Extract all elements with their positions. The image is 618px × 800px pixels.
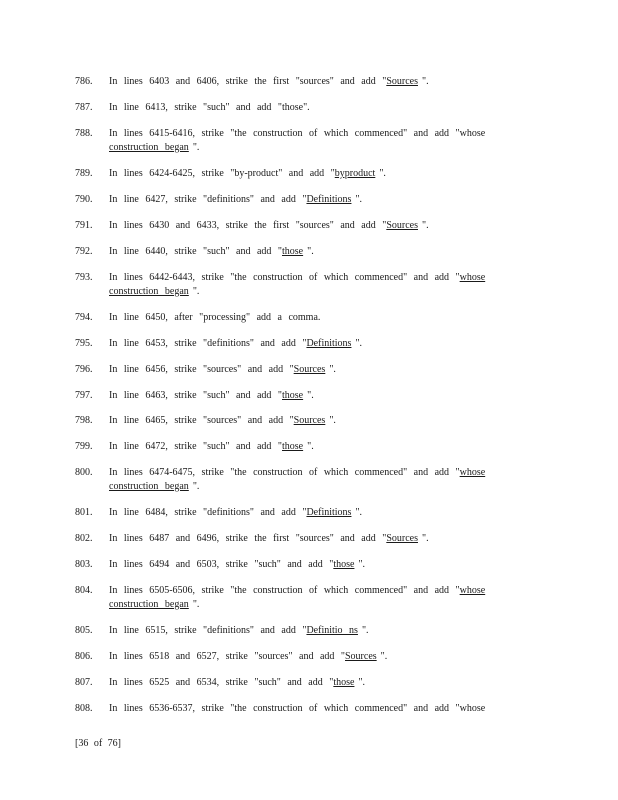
- item-number: 798.: [75, 415, 93, 426]
- item-text-line: [109, 193, 509, 207]
- instruction-text: ".: [355, 338, 363, 349]
- instruction-text: ".: [307, 441, 314, 452]
- item-number: 793.: [75, 272, 93, 283]
- item-text: [109, 702, 509, 716]
- instruction-text: In lines 6474-6475, strike "the construction of which commenced" and add ": [109, 467, 460, 478]
- inserted-text: byproduct: [334, 168, 376, 179]
- item-number: 786.: [75, 76, 93, 87]
- item-text: [109, 219, 509, 233]
- instruction-text: In line 6465, strike "sources" and add ": [109, 415, 294, 426]
- instruction-text: ".: [355, 507, 363, 518]
- item-text-line: [109, 337, 509, 351]
- item-text-line: [109, 363, 509, 377]
- instruction-text: ".: [307, 390, 314, 401]
- instruction-text: In lines 6505-6506, strike "the construction of which commenced" and add ": [109, 585, 460, 596]
- item-number: 803.: [75, 559, 93, 570]
- instruction-text: In line 6463, strike "such" and add ": [109, 390, 282, 401]
- instruction-text: In lines 6424-6425, strike "by-product" and add ": [109, 168, 335, 179]
- page-number: [36 of 76]: [75, 738, 121, 749]
- item-text-line: [109, 101, 509, 115]
- item-text: [109, 532, 509, 546]
- instruction-text: ".: [355, 194, 363, 205]
- inserted-text: those: [282, 246, 304, 257]
- inserted-text: whose: [459, 467, 486, 478]
- item-text: [109, 337, 509, 351]
- inserted-text: Sources: [345, 651, 377, 662]
- inserted-text: Sources: [293, 415, 326, 426]
- instruction-text: In lines 6518 and 6527, strike "sources" and add ": [109, 651, 345, 662]
- item-text: [109, 389, 509, 403]
- instruction-text: ".: [421, 533, 429, 544]
- instruction-text: In lines 6536-6537, strike "the construction of which commenced" and add "whose: [109, 703, 486, 714]
- instruction-text: In lines 6525 and 6534, strike "such" and add ": [109, 677, 334, 688]
- item-text: [109, 414, 509, 428]
- inserted-text: Definitio ns: [306, 625, 358, 636]
- instruction-text: ".: [421, 220, 429, 231]
- item-text: [109, 440, 509, 454]
- item-text-line: [109, 584, 509, 598]
- item-number: 792.: [75, 246, 93, 257]
- instruction-text: In line 6413, strike "such" and add "those".: [109, 102, 310, 113]
- instruction-text: In line 6440, strike "such" and add ": [109, 246, 282, 257]
- item-text-line: [109, 285, 509, 299]
- instruction-text: ".: [192, 599, 200, 610]
- instruction-text: ".: [329, 364, 336, 375]
- item-text-line: [109, 141, 509, 155]
- item-text: [109, 193, 509, 207]
- item-number: 790.: [75, 194, 93, 205]
- instruction-text: In lines 6415-6416, strike "the construction of which commenced" and add "whose: [109, 128, 486, 139]
- item-text: [109, 245, 509, 259]
- item-text-line: [109, 506, 509, 520]
- inserted-text: Definitions: [306, 507, 352, 518]
- item-text-line: [109, 624, 509, 638]
- inserted-text: whose: [459, 272, 486, 283]
- item-number: 800.: [75, 467, 93, 478]
- item-text: [109, 127, 509, 155]
- item-text: [109, 311, 509, 325]
- inserted-text: construction began: [109, 286, 189, 297]
- instruction-text: In line 6427, strike "definitions" and add ": [109, 194, 307, 205]
- instruction-text: ".: [192, 286, 200, 297]
- item-text-line: [109, 414, 509, 428]
- item-number: 795.: [75, 338, 93, 349]
- inserted-text: those: [282, 390, 304, 401]
- item-text-line: [109, 676, 509, 690]
- item-number: 804.: [75, 585, 93, 596]
- item-number: 788.: [75, 128, 93, 139]
- instruction-text: In line 6456, strike "sources" and add ": [109, 364, 294, 375]
- item-number: 789.: [75, 168, 93, 179]
- instruction-text: In line 6450, after "processing" add a comma.: [109, 312, 321, 323]
- item-text: [109, 363, 509, 377]
- item-text-line: [109, 167, 509, 181]
- inserted-text: Sources: [293, 364, 326, 375]
- instruction-text: ".: [307, 246, 314, 257]
- item-text-line: [109, 702, 509, 716]
- item-number: 787.: [75, 102, 93, 113]
- inserted-text: Sources: [386, 220, 418, 231]
- instruction-text: In line 6515, strike "definitions" and add ": [109, 625, 307, 636]
- inserted-text: whose: [459, 585, 486, 596]
- item-text: [109, 75, 509, 89]
- instruction-text: In lines 6494 and 6503, strike "such" and add ": [109, 559, 334, 570]
- item-text-line: [109, 75, 509, 89]
- inserted-text: construction began: [109, 481, 189, 492]
- item-text: [109, 167, 509, 181]
- instruction-text: In lines 6403 and 6406, strike the first "sources" and add ": [109, 76, 387, 87]
- item-number: 808.: [75, 703, 93, 714]
- instruction-text: ".: [379, 168, 386, 179]
- item-text-line: [109, 598, 509, 612]
- item-text: [109, 558, 509, 572]
- item-number: 796.: [75, 364, 93, 375]
- item-number: 797.: [75, 390, 93, 401]
- instruction-text: ".: [329, 415, 336, 426]
- inserted-text: those: [333, 559, 355, 570]
- inserted-text: Sources: [386, 76, 418, 87]
- inserted-text: Definitions: [306, 194, 352, 205]
- item-number: 801.: [75, 507, 93, 518]
- item-number: 799.: [75, 441, 93, 452]
- item-text: [109, 676, 509, 690]
- item-text-line: [109, 650, 509, 664]
- item-text-line: [109, 311, 509, 325]
- item-text-line: [109, 389, 509, 403]
- inserted-text: those: [282, 441, 304, 452]
- inserted-text: construction began: [109, 142, 189, 153]
- instruction-text: In lines 6430 and 6433, strike the first "sources" and add ": [109, 220, 387, 231]
- item-text: [109, 271, 509, 299]
- item-number: 802.: [75, 533, 93, 544]
- inserted-text: construction began: [109, 599, 189, 610]
- instruction-text: ".: [192, 481, 200, 492]
- item-number: 806.: [75, 651, 93, 662]
- instruction-text: In line 6484, strike "definitions" and add ": [109, 507, 307, 518]
- item-text-line: [109, 440, 509, 454]
- instruction-text: ".: [380, 651, 388, 662]
- item-text-line: [109, 127, 509, 141]
- item-text-line: [109, 466, 509, 480]
- item-text-line: [109, 245, 509, 259]
- item-text: [109, 101, 509, 115]
- instruction-text: In line 6472, strike "such" and add ": [109, 441, 282, 452]
- item-text-line: [109, 219, 509, 233]
- inserted-text: Sources: [386, 533, 418, 544]
- item-number: 791.: [75, 220, 93, 231]
- item-text: [109, 506, 509, 520]
- item-text-line: [109, 271, 509, 285]
- item-number: 805.: [75, 625, 93, 636]
- inserted-text: those: [333, 677, 355, 688]
- item-text: [109, 466, 509, 494]
- item-text-line: [109, 480, 509, 494]
- instruction-text: In lines 6442-6443, strike "the construction of which commenced" and add ": [109, 272, 460, 283]
- instruction-text: ".: [358, 677, 366, 688]
- item-number: 794.: [75, 312, 93, 323]
- instruction-text: In lines 6487 and 6496, strike the first "sources" and add ": [109, 533, 387, 544]
- instruction-text: ".: [192, 142, 200, 153]
- instruction-text: In line 6453, strike "definitions" and add ": [109, 338, 307, 349]
- item-text: [109, 624, 509, 638]
- item-text: [109, 650, 509, 664]
- inserted-text: Definitions: [306, 338, 352, 349]
- item-text: [109, 584, 509, 612]
- item-text-line: [109, 532, 509, 546]
- instruction-text: ".: [421, 76, 429, 87]
- instruction-text: ".: [358, 559, 366, 570]
- item-number: 807.: [75, 677, 93, 688]
- item-text-line: [109, 558, 509, 572]
- instruction-text: ".: [361, 625, 369, 636]
